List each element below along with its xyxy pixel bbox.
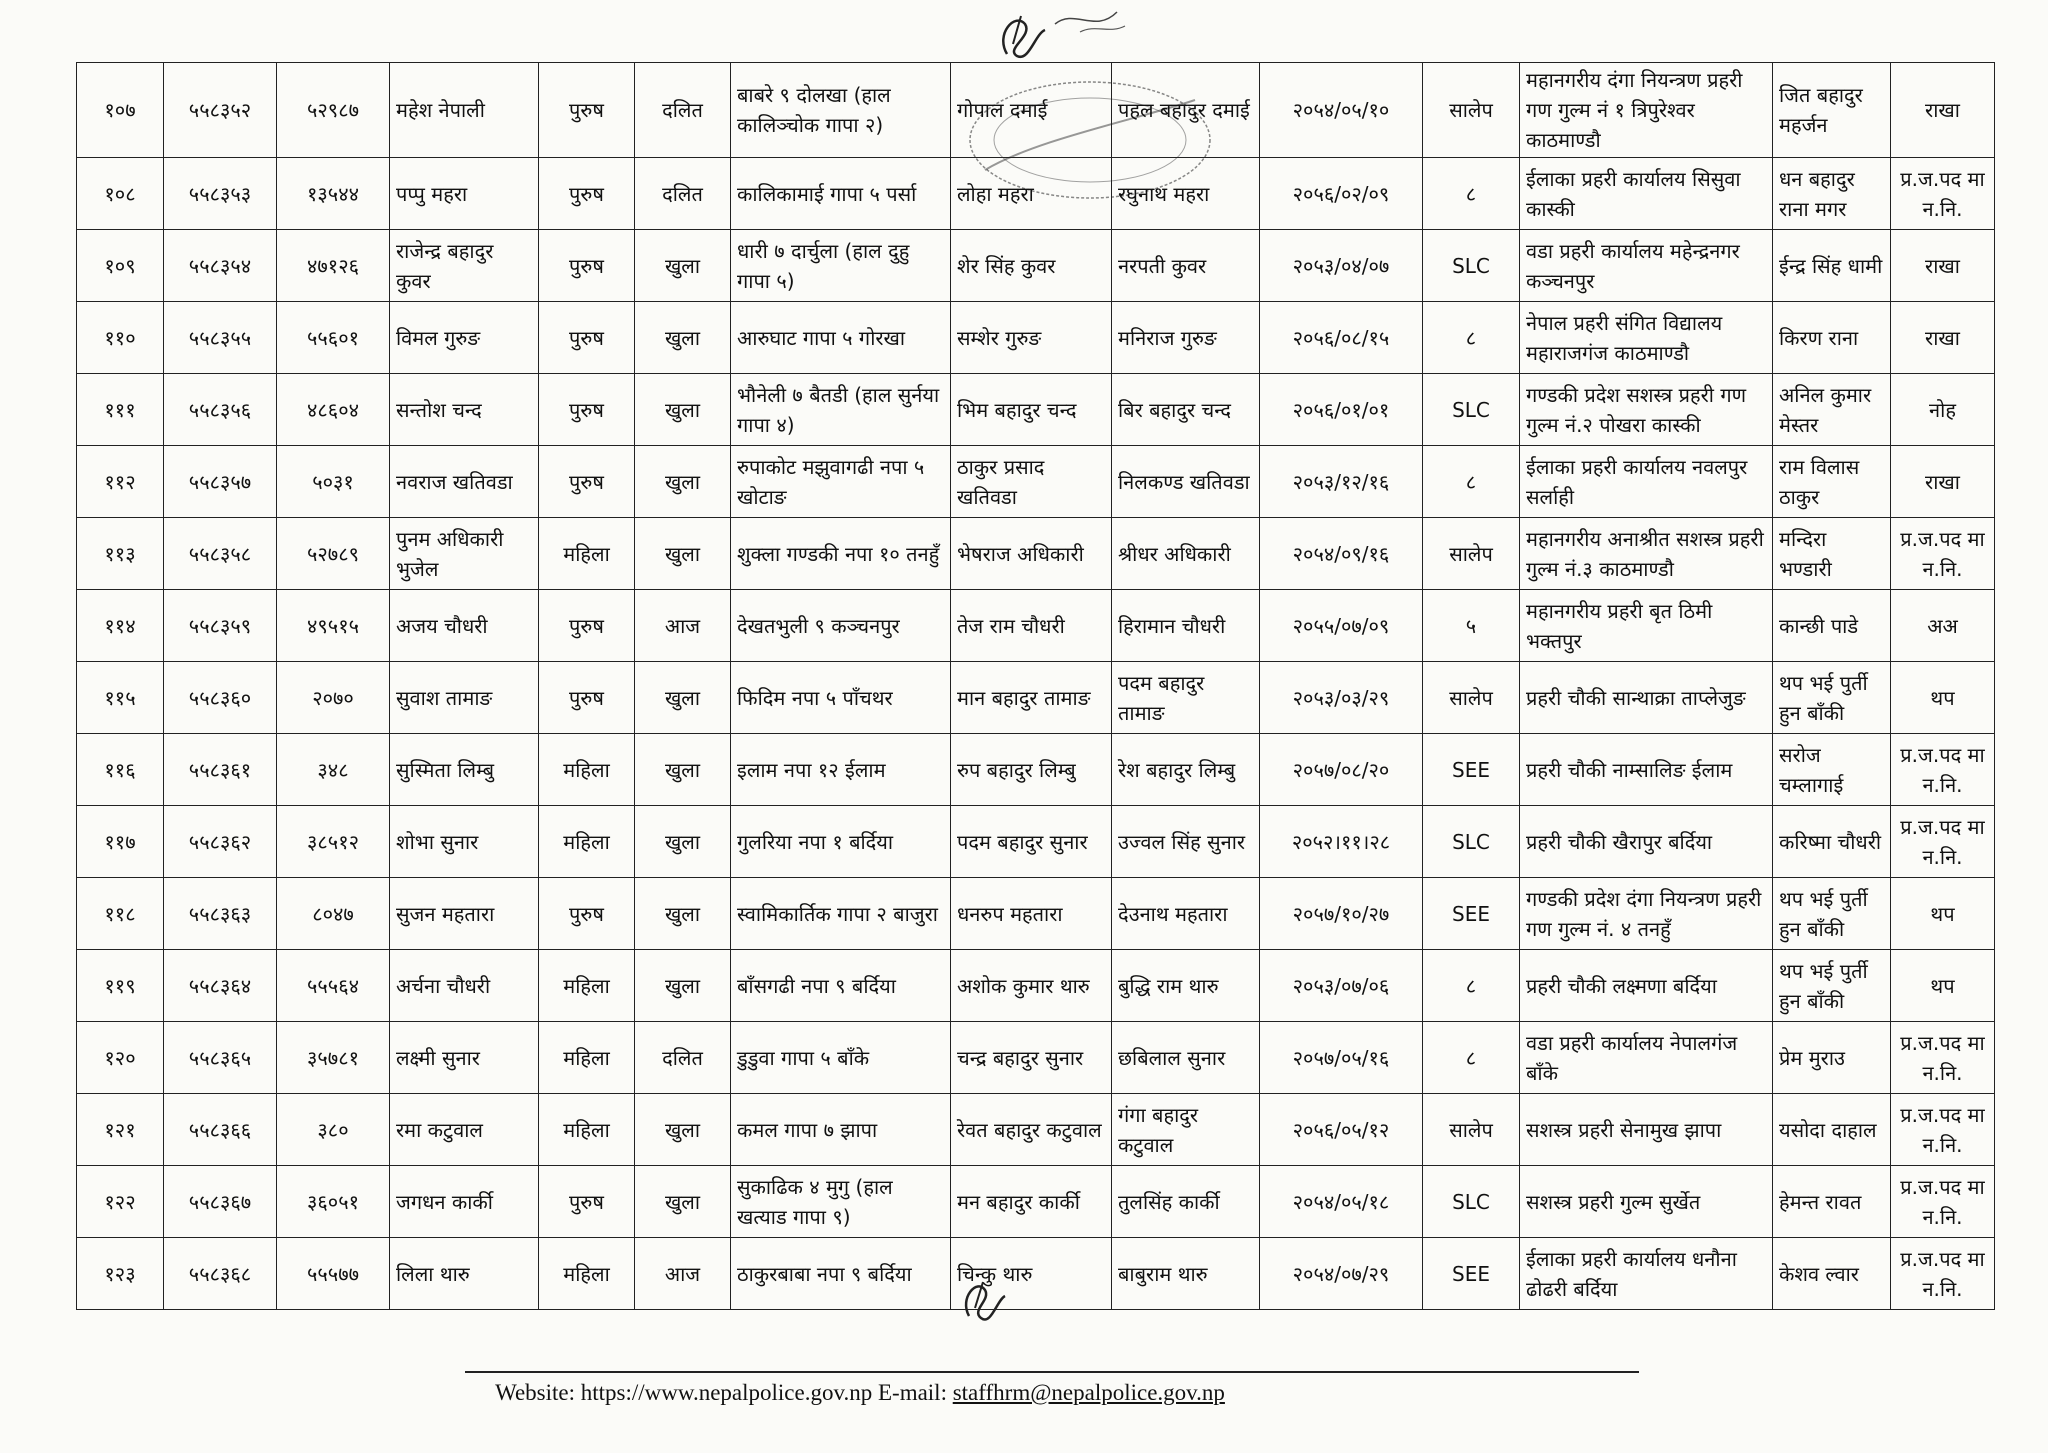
- cell-gender: पुरुष: [539, 158, 635, 230]
- cell-candidate-name: सुजन महतारा: [390, 878, 539, 950]
- cell-roll-no: ५५८३५९: [164, 590, 277, 662]
- cell-education: ८: [1423, 302, 1520, 374]
- cell-serial-no: ११७: [77, 806, 164, 878]
- cell-symbol-no: ४८६०४: [277, 374, 390, 446]
- cell-education: सालेप: [1423, 662, 1520, 734]
- cell-category: खुला: [635, 806, 731, 878]
- cell-date-of-birth: २०५४/०९/१६: [1260, 518, 1423, 590]
- cell-recommender: राम विलास ठाकुर: [1773, 446, 1891, 518]
- cell-education: ५: [1423, 590, 1520, 662]
- cell-remark: प्र.ज.पद मा न.नि.: [1891, 1094, 1995, 1166]
- cell-grandfather-name: हिरामान चौधरी: [1112, 590, 1260, 662]
- cell-office: गण्डकी प्रदेश दंगा नियन्त्रण प्रहरी गण गुल्म नं. ४ तनहुँ: [1520, 878, 1773, 950]
- cell-symbol-no: ५०३१: [277, 446, 390, 518]
- cell-roll-no: ५५८३५४: [164, 230, 277, 302]
- signature-bottom: [955, 1272, 1015, 1332]
- cell-education: ८: [1423, 1022, 1520, 1094]
- cell-serial-no: ११०: [77, 302, 164, 374]
- table-row: [77, 518, 1995, 590]
- cell-father-name: गोपाल दमाई: [951, 63, 1112, 158]
- cell-category: दलित: [635, 63, 731, 158]
- table-row: [77, 806, 1995, 878]
- cell-category: खुला: [635, 734, 731, 806]
- cell-roll-no: ५५८३६५: [164, 1022, 277, 1094]
- cell-date-of-birth: २०५७/१०/२७: [1260, 878, 1423, 950]
- cell-grandfather-name: मनिराज गुरुङ: [1112, 302, 1260, 374]
- table-row: [77, 230, 1995, 302]
- cell-address: कमल गापा ७ झापा: [731, 1094, 951, 1166]
- cell-symbol-no: ५२७८९: [277, 518, 390, 590]
- cell-address: इलाम नपा १२ ईलाम: [731, 734, 951, 806]
- cell-serial-no: ११४: [77, 590, 164, 662]
- cell-father-name: चन्द्र बहादुर सुनार: [951, 1022, 1112, 1094]
- cell-address: बाँसगढी नपा ९ बर्दिया: [731, 950, 951, 1022]
- cell-date-of-birth: २०५४/०७/२९: [1260, 1238, 1423, 1310]
- cell-date-of-birth: २०५३/०४/०७: [1260, 230, 1423, 302]
- cell-grandfather-name: निलकण्ड खतिवडा: [1112, 446, 1260, 518]
- cell-gender: महिला: [539, 734, 635, 806]
- cell-category: दलित: [635, 1022, 731, 1094]
- cell-education: SEE: [1423, 878, 1520, 950]
- cell-grandfather-name: उज्वल सिंह सुनार: [1112, 806, 1260, 878]
- cell-grandfather-name: बिर बहादुर चन्द: [1112, 374, 1260, 446]
- cell-gender: महिला: [539, 518, 635, 590]
- cell-category: खुला: [635, 1166, 731, 1238]
- cell-father-name: भेषराज अधिकारी: [951, 518, 1112, 590]
- cell-address: शुक्ला गण्डकी नपा १० तनहुँ: [731, 518, 951, 590]
- cell-office: प्रहरी चौकी नाम्सालिङ ईलाम: [1520, 734, 1773, 806]
- cell-roll-no: ५५८३६२: [164, 806, 277, 878]
- cell-symbol-no: ५२९८७: [277, 63, 390, 158]
- cell-symbol-no: ३४८: [277, 734, 390, 806]
- cell-education: SEE: [1423, 1238, 1520, 1310]
- cell-office: वडा प्रहरी कार्यालय महेन्द्रनगर कञ्चनपुर: [1520, 230, 1773, 302]
- cell-date-of-birth: २०५६/०१/०१: [1260, 374, 1423, 446]
- cell-father-name: पदम बहादुर सुनार: [951, 806, 1112, 878]
- table-row: [77, 590, 1995, 662]
- cell-father-name: शेर सिंह कुवर: [951, 230, 1112, 302]
- cell-recommender: कान्छी पाडे: [1773, 590, 1891, 662]
- cell-remark: राखा: [1891, 446, 1995, 518]
- cell-remark: नोह: [1891, 374, 1995, 446]
- cell-recommender: जित बहादुर महर्जन: [1773, 63, 1891, 158]
- cell-father-name: तेज राम चौधरी: [951, 590, 1112, 662]
- cell-office: महानगरीय अनाश्रीत सशस्त्र प्रहरी गुल्म नं.३ काठमाण्डौ: [1520, 518, 1773, 590]
- signature-top: [985, 4, 1135, 68]
- cell-candidate-name: लिला थारु: [390, 1238, 539, 1310]
- cell-father-name: रुप बहादुर लिम्बु: [951, 734, 1112, 806]
- cell-grandfather-name: देउनाथ महतारा: [1112, 878, 1260, 950]
- table-body: [77, 63, 1995, 1310]
- cell-grandfather-name: बुद्धि राम थारु: [1112, 950, 1260, 1022]
- cell-father-name: मन बहादुर कार्की: [951, 1166, 1112, 1238]
- cell-recommender: प्रेम मुराउ: [1773, 1022, 1891, 1094]
- cell-remark: प्र.ज.पद मा न.नि.: [1891, 518, 1995, 590]
- cell-serial-no: १२१: [77, 1094, 164, 1166]
- cell-education: सालेप: [1423, 63, 1520, 158]
- cell-grandfather-name: तुलसिंह कार्की: [1112, 1166, 1260, 1238]
- cell-remark: राखा: [1891, 63, 1995, 158]
- cell-office: सशस्त्र प्रहरी गुल्म सुर्खेत: [1520, 1166, 1773, 1238]
- cell-remark: प्र.ज.पद मा न.नि.: [1891, 1166, 1995, 1238]
- cell-office: वडा प्रहरी कार्यालय नेपालगंज बाँके: [1520, 1022, 1773, 1094]
- cell-remark: प्र.ज.पद मा न.नि.: [1891, 1238, 1995, 1310]
- cell-remark: प्र.ज.पद मा न.नि.: [1891, 1022, 1995, 1094]
- cell-roll-no: ५५८३६७: [164, 1166, 277, 1238]
- cell-symbol-no: १३५४४: [277, 158, 390, 230]
- table-row: [77, 662, 1995, 734]
- cell-father-name: लोहा महरा: [951, 158, 1112, 230]
- cell-office: महानगरीय दंगा नियन्त्रण प्रहरी गण गुल्म नं १ त्रिपुरेश्वर काठमाण्डौ: [1520, 63, 1773, 158]
- cell-candidate-name: नवराज खतिवडा: [390, 446, 539, 518]
- cell-candidate-name: शोभा सुनार: [390, 806, 539, 878]
- table-row: [77, 1094, 1995, 1166]
- cell-office: गण्डकी प्रदेश सशस्त्र प्रहरी गण गुल्म नं.२ पोखरा कास्की: [1520, 374, 1773, 446]
- cell-address: सुकाढिक ४ मुगु (हाल खत्याड गापा ९): [731, 1166, 951, 1238]
- cell-recommender: सरोज चम्लागाई: [1773, 734, 1891, 806]
- cell-symbol-no: ३५७८१: [277, 1022, 390, 1094]
- cell-serial-no: ११२: [77, 446, 164, 518]
- cell-gender: पुरुष: [539, 230, 635, 302]
- cell-office: प्रहरी चौकी खैरापुर बर्दिया: [1520, 806, 1773, 878]
- cell-symbol-no: २०७०: [277, 662, 390, 734]
- cell-grandfather-name: बाबुराम थारु: [1112, 1238, 1260, 1310]
- cell-symbol-no: ४७१२६: [277, 230, 390, 302]
- cell-recommender: धन बहादुर राना मगर: [1773, 158, 1891, 230]
- cell-recommender: मन्दिरा भण्डारी: [1773, 518, 1891, 590]
- cell-symbol-no: ८०४७: [277, 878, 390, 950]
- cell-gender: महिला: [539, 1022, 635, 1094]
- cell-date-of-birth: २०५३/०७/०६: [1260, 950, 1423, 1022]
- table-row: [77, 446, 1995, 518]
- table-row: [77, 734, 1995, 806]
- cell-recommender: हेमन्त रावत: [1773, 1166, 1891, 1238]
- cell-date-of-birth: २०५६/०८/१५: [1260, 302, 1423, 374]
- cell-category: खुला: [635, 518, 731, 590]
- cell-education: ८: [1423, 158, 1520, 230]
- cell-serial-no: १०७: [77, 63, 164, 158]
- cell-father-name: भिम बहादुर चन्द: [951, 374, 1112, 446]
- cell-serial-no: ११३: [77, 518, 164, 590]
- cell-gender: पुरुष: [539, 878, 635, 950]
- table-row: [77, 374, 1995, 446]
- cell-grandfather-name: पदम बहादुर तामाङ: [1112, 662, 1260, 734]
- cell-grandfather-name: श्रीधर अधिकारी: [1112, 518, 1260, 590]
- table-row: [77, 950, 1995, 1022]
- cell-gender: पुरुष: [539, 1166, 635, 1238]
- table-row: [77, 63, 1995, 158]
- cell-address: गुलरिया नपा १ बर्दिया: [731, 806, 951, 878]
- cell-symbol-no: ५५६०१: [277, 302, 390, 374]
- cell-recommender: करिष्मा चौधरी: [1773, 806, 1891, 878]
- cell-candidate-name: विमल गुरुङ: [390, 302, 539, 374]
- cell-education: SEE: [1423, 734, 1520, 806]
- cell-serial-no: ११६: [77, 734, 164, 806]
- cell-father-name: अशोक कुमार थारु: [951, 950, 1112, 1022]
- cell-gender: पुरुष: [539, 302, 635, 374]
- cell-recommender: किरण राना: [1773, 302, 1891, 374]
- cell-date-of-birth: २०५४/०५/१०: [1260, 63, 1423, 158]
- cell-recommender: थप भई पुर्ती हुन बाँकी: [1773, 950, 1891, 1022]
- cell-address: स्वामिकार्तिक गापा २ बाजुरा: [731, 878, 951, 950]
- table-row: [77, 1166, 1995, 1238]
- cell-gender: महिला: [539, 950, 635, 1022]
- cell-recommender: थप भई पुर्ती हुन बाँकी: [1773, 662, 1891, 734]
- cell-category: आज: [635, 590, 731, 662]
- cell-address: डुडुवा गापा ५ बाँके: [731, 1022, 951, 1094]
- table-row: [77, 302, 1995, 374]
- cell-symbol-no: ५५५६४: [277, 950, 390, 1022]
- table-row: [77, 158, 1995, 230]
- cell-roll-no: ५५८३६४: [164, 950, 277, 1022]
- footer: [0, 1380, 1620, 1406]
- cell-serial-no: १११: [77, 374, 164, 446]
- cell-date-of-birth: २०५७/०५/१६: [1260, 1022, 1423, 1094]
- personnel-table: [76, 62, 1995, 1310]
- cell-address: आरुघाट गापा ५ गोरखा: [731, 302, 951, 374]
- cell-roll-no: ५५८३५६: [164, 374, 277, 446]
- cell-address: देखतभुली ९ कञ्चनपुर: [731, 590, 951, 662]
- cell-roll-no: ५५८३६६: [164, 1094, 277, 1166]
- cell-roll-no: ५५८३५३: [164, 158, 277, 230]
- cell-serial-no: १०९: [77, 230, 164, 302]
- cell-roll-no: ५५८३५८: [164, 518, 277, 590]
- cell-gender: पुरुष: [539, 662, 635, 734]
- cell-remark: राखा: [1891, 302, 1995, 374]
- cell-grandfather-name: छबिलाल सुनार: [1112, 1022, 1260, 1094]
- cell-roll-no: ५५८३५२: [164, 63, 277, 158]
- cell-roll-no: ५५८३५५: [164, 302, 277, 374]
- cell-father-name: धनरुप महतारा: [951, 878, 1112, 950]
- cell-office: ईलाका प्रहरी कार्यालय धनौना ढोढरी बर्दिया: [1520, 1238, 1773, 1310]
- cell-address: धारी ७ दार्चुला (हाल दुहु गापा ५): [731, 230, 951, 302]
- cell-recommender: थप भई पुर्ती हुन बाँकी: [1773, 878, 1891, 950]
- cell-serial-no: ११९: [77, 950, 164, 1022]
- cell-education: SLC: [1423, 230, 1520, 302]
- cell-grandfather-name: पहल बहादुर दमाई: [1112, 63, 1260, 158]
- cell-candidate-name: महेश नेपाली: [390, 63, 539, 158]
- cell-date-of-birth: २०५३/०३/२९: [1260, 662, 1423, 734]
- cell-serial-no: १२०: [77, 1022, 164, 1094]
- cell-roll-no: ५५८३६३: [164, 878, 277, 950]
- cell-roll-no: ५५८३६१: [164, 734, 277, 806]
- cell-candidate-name: सन्तोश चन्द: [390, 374, 539, 446]
- cell-education: सालेप: [1423, 1094, 1520, 1166]
- cell-roll-no: ५५८३६०: [164, 662, 277, 734]
- cell-date-of-birth: २०५४/०५/१८: [1260, 1166, 1423, 1238]
- cell-category: खुला: [635, 1094, 731, 1166]
- cell-gender: पुरुष: [539, 590, 635, 662]
- table-row: [77, 1238, 1995, 1310]
- cell-category: खुला: [635, 302, 731, 374]
- cell-candidate-name: रमा कटुवाल: [390, 1094, 539, 1166]
- cell-education: ८: [1423, 446, 1520, 518]
- table-row: [77, 1022, 1995, 1094]
- cell-education: SLC: [1423, 1166, 1520, 1238]
- cell-roll-no: ५५८३५७: [164, 446, 277, 518]
- cell-office: ईलाका प्रहरी कार्यालय सिसुवा कास्की: [1520, 158, 1773, 230]
- cell-education: SLC: [1423, 806, 1520, 878]
- cell-office: नेपाल प्रहरी संगित विद्यालय महाराजगंज काठमाण्डौ: [1520, 302, 1773, 374]
- cell-date-of-birth: २०५६/०५/१२: [1260, 1094, 1423, 1166]
- cell-candidate-name: राजेन्द्र बहादुर कुवर: [390, 230, 539, 302]
- cell-date-of-birth: २०५२।११।२८: [1260, 806, 1423, 878]
- cell-gender: महिला: [539, 1094, 635, 1166]
- cell-gender: पुरुष: [539, 446, 635, 518]
- cell-serial-no: १२३: [77, 1238, 164, 1310]
- cell-remark: थप: [1891, 662, 1995, 734]
- cell-category: खुला: [635, 230, 731, 302]
- cell-recommender: यसोदा दाहाल: [1773, 1094, 1891, 1166]
- cell-father-name: मान बहादुर तामाङ: [951, 662, 1112, 734]
- cell-father-name: चिन्कु थारु: [951, 1238, 1112, 1310]
- cell-father-name: सम्शेर गुरुङ: [951, 302, 1112, 374]
- cell-remark: प्र.ज.पद मा न.नि.: [1891, 158, 1995, 230]
- cell-address: भौनेली ७ बैतडी (हाल सुर्नया गापा ४): [731, 374, 951, 446]
- cell-gender: पुरुष: [539, 374, 635, 446]
- cell-education: SLC: [1423, 374, 1520, 446]
- cell-remark: थप: [1891, 878, 1995, 950]
- cell-gender: महिला: [539, 1238, 635, 1310]
- cell-category: खुला: [635, 878, 731, 950]
- cell-remark: प्र.ज.पद मा न.नि.: [1891, 734, 1995, 806]
- cell-remark: राखा: [1891, 230, 1995, 302]
- cell-serial-no: ११५: [77, 662, 164, 734]
- cell-date-of-birth: २०५५/०७/०९: [1260, 590, 1423, 662]
- cell-address: रुपाकोट मझुवागढी नपा ५ खोटाङ: [731, 446, 951, 518]
- cell-date-of-birth: २०५७/०८/२०: [1260, 734, 1423, 806]
- cell-category: खुला: [635, 950, 731, 1022]
- cell-candidate-name: जगधन कार्की: [390, 1166, 539, 1238]
- cell-remark: थप: [1891, 950, 1995, 1022]
- cell-symbol-no: ३८५१२: [277, 806, 390, 878]
- cell-gender: महिला: [539, 806, 635, 878]
- cell-office: प्रहरी चौकी लक्ष्मणा बर्दिया: [1520, 950, 1773, 1022]
- cell-address: कालिकामाई गापा ५ पर्सा: [731, 158, 951, 230]
- cell-candidate-name: पप्पु महरा: [390, 158, 539, 230]
- cell-serial-no: १२२: [77, 1166, 164, 1238]
- cell-date-of-birth: २०५६/०२/०९: [1260, 158, 1423, 230]
- cell-recommender: अनिल कुमार मेस्तर: [1773, 374, 1891, 446]
- cell-symbol-no: ३६०५१: [277, 1166, 390, 1238]
- cell-office: ईलाका प्रहरी कार्यालय नवलपुर सर्लाही: [1520, 446, 1773, 518]
- footer-email-link[interactable]: staffhrm@nepalpolice.gov.np: [952, 1380, 1225, 1405]
- cell-office: प्रहरी चौकी सान्थाक्रा ताप्लेजुङ: [1520, 662, 1773, 734]
- cell-father-name: ठाकुर प्रसाद खतिवडा: [951, 446, 1112, 518]
- cell-grandfather-name: रेश बहादुर लिम्बु: [1112, 734, 1260, 806]
- cell-category: खुला: [635, 374, 731, 446]
- cell-father-name: रेवत बहादुर कटुवाल: [951, 1094, 1112, 1166]
- cell-education: ८: [1423, 950, 1520, 1022]
- cell-symbol-no: ५५५७७: [277, 1238, 390, 1310]
- cell-candidate-name: अर्चना चौधरी: [390, 950, 539, 1022]
- cell-grandfather-name: रघुनाथ महरा: [1112, 158, 1260, 230]
- cell-office: महानगरीय प्रहरी बृत ठिमी भक्तपुर: [1520, 590, 1773, 662]
- cell-gender: पुरुष: [539, 63, 635, 158]
- cell-date-of-birth: २०५३/१२/१६: [1260, 446, 1423, 518]
- cell-category: खुला: [635, 446, 731, 518]
- table-row: [77, 878, 1995, 950]
- cell-recommender: केशव ल्वार: [1773, 1238, 1891, 1310]
- cell-serial-no: १०८: [77, 158, 164, 230]
- cell-symbol-no: ४९५१५: [277, 590, 390, 662]
- cell-office: सशस्त्र प्रहरी सेनामुख झापा: [1520, 1094, 1773, 1166]
- cell-remark: प्र.ज.पद मा न.नि.: [1891, 806, 1995, 878]
- cell-category: आज: [635, 1238, 731, 1310]
- cell-remark: अअ: [1891, 590, 1995, 662]
- cell-address: फिदिम नपा ५ पाँचथर: [731, 662, 951, 734]
- cell-grandfather-name: गंगा बहादुर कटुवाल: [1112, 1094, 1260, 1166]
- cell-candidate-name: अजय चौधरी: [390, 590, 539, 662]
- cell-address: ठाकुरबाबा नपा ९ बर्दिया: [731, 1238, 951, 1310]
- footer-divider: [465, 1371, 1639, 1373]
- cell-candidate-name: लक्ष्मी सुनार: [390, 1022, 539, 1094]
- cell-candidate-name: सुस्मिता लिम्बु: [390, 734, 539, 806]
- cell-candidate-name: सुवाश तामाङ: [390, 662, 539, 734]
- footer-website-text: Website: https://www.nepalpolice.gov.np E-mail:: [495, 1380, 953, 1405]
- cell-serial-no: ११८: [77, 878, 164, 950]
- cell-recommender: ईन्द्र सिंह धामी: [1773, 230, 1891, 302]
- cell-address: बाबरे ९ दोलखा (हाल कालिञ्चोक गापा २): [731, 63, 951, 158]
- cell-category: दलित: [635, 158, 731, 230]
- cell-roll-no: ५५८३६८: [164, 1238, 277, 1310]
- cell-education: सालेप: [1423, 518, 1520, 590]
- cell-candidate-name: पुनम अधिकारी भुजेल: [390, 518, 539, 590]
- cell-grandfather-name: नरपती कुवर: [1112, 230, 1260, 302]
- cell-symbol-no: ३८०: [277, 1094, 390, 1166]
- cell-category: खुला: [635, 662, 731, 734]
